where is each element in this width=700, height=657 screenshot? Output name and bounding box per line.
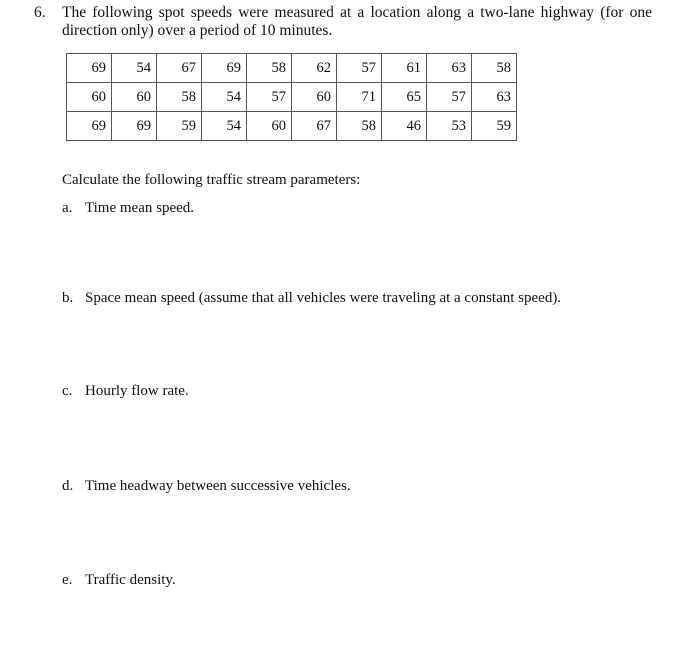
- question-stem: The following spot speeds were measured at a location along a two-lane highway (for one direction only) over a period of 10 minutes.: [62, 4, 652, 39]
- table-cell: 71: [337, 83, 382, 112]
- table-cell: 69: [112, 112, 157, 141]
- part-d: [62, 477, 351, 495]
- table-cell: 54: [202, 83, 247, 112]
- table-cell: 59: [157, 112, 202, 141]
- part-letter: a.: [62, 200, 73, 216]
- table-cell: 63: [472, 83, 517, 112]
- table-cell: 54: [112, 54, 157, 83]
- table-cell: 58: [472, 54, 517, 83]
- table-cell: 57: [427, 83, 472, 112]
- instruction-text: Calculate the following traffic stream parameters:: [62, 172, 361, 188]
- part-text: Time headway between successive vehicles.: [85, 478, 351, 494]
- table-cell: 57: [337, 54, 382, 83]
- table-cell: 63: [427, 54, 472, 83]
- question-number: 6.: [34, 4, 46, 21]
- table-cell: 67: [157, 54, 202, 83]
- table-row: [67, 54, 517, 83]
- part-b: [62, 289, 561, 307]
- table-cell: 46: [382, 112, 427, 141]
- table-cell: 62: [292, 54, 337, 83]
- table-cell: 69: [67, 112, 112, 141]
- table-cell: 61: [382, 54, 427, 83]
- part-letter: c.: [62, 383, 73, 399]
- table-cell: 54: [202, 112, 247, 141]
- part-c: [62, 382, 189, 400]
- table-cell: 60: [67, 83, 112, 112]
- table-cell: 53: [427, 112, 472, 141]
- part-text: Hourly flow rate.: [85, 383, 189, 399]
- table-cell: 69: [67, 54, 112, 83]
- table-cell: 59: [472, 112, 517, 141]
- table-row: [67, 112, 517, 141]
- table-cell: 58: [337, 112, 382, 141]
- table-cell: 60: [112, 83, 157, 112]
- table-cell: 57: [247, 83, 292, 112]
- part-e: [62, 571, 176, 589]
- table-cell: 67: [292, 112, 337, 141]
- part-letter: b.: [62, 290, 74, 306]
- table-cell: 58: [157, 83, 202, 112]
- table-cell: 65: [382, 83, 427, 112]
- table-cell: 60: [247, 112, 292, 141]
- table-cell: 69: [202, 54, 247, 83]
- part-text: Space mean speed (assume that all vehicles were traveling at a constant speed).: [85, 290, 562, 306]
- table-row: [67, 83, 517, 112]
- part-letter: d.: [62, 478, 74, 494]
- part-text: Traffic density.: [85, 572, 176, 588]
- spot-speed-table: [66, 53, 517, 141]
- part-a: [62, 199, 194, 217]
- part-letter: e.: [62, 572, 73, 588]
- table-cell: 58: [247, 54, 292, 83]
- table-cell: 60: [292, 83, 337, 112]
- part-text: Time mean speed.: [85, 200, 195, 216]
